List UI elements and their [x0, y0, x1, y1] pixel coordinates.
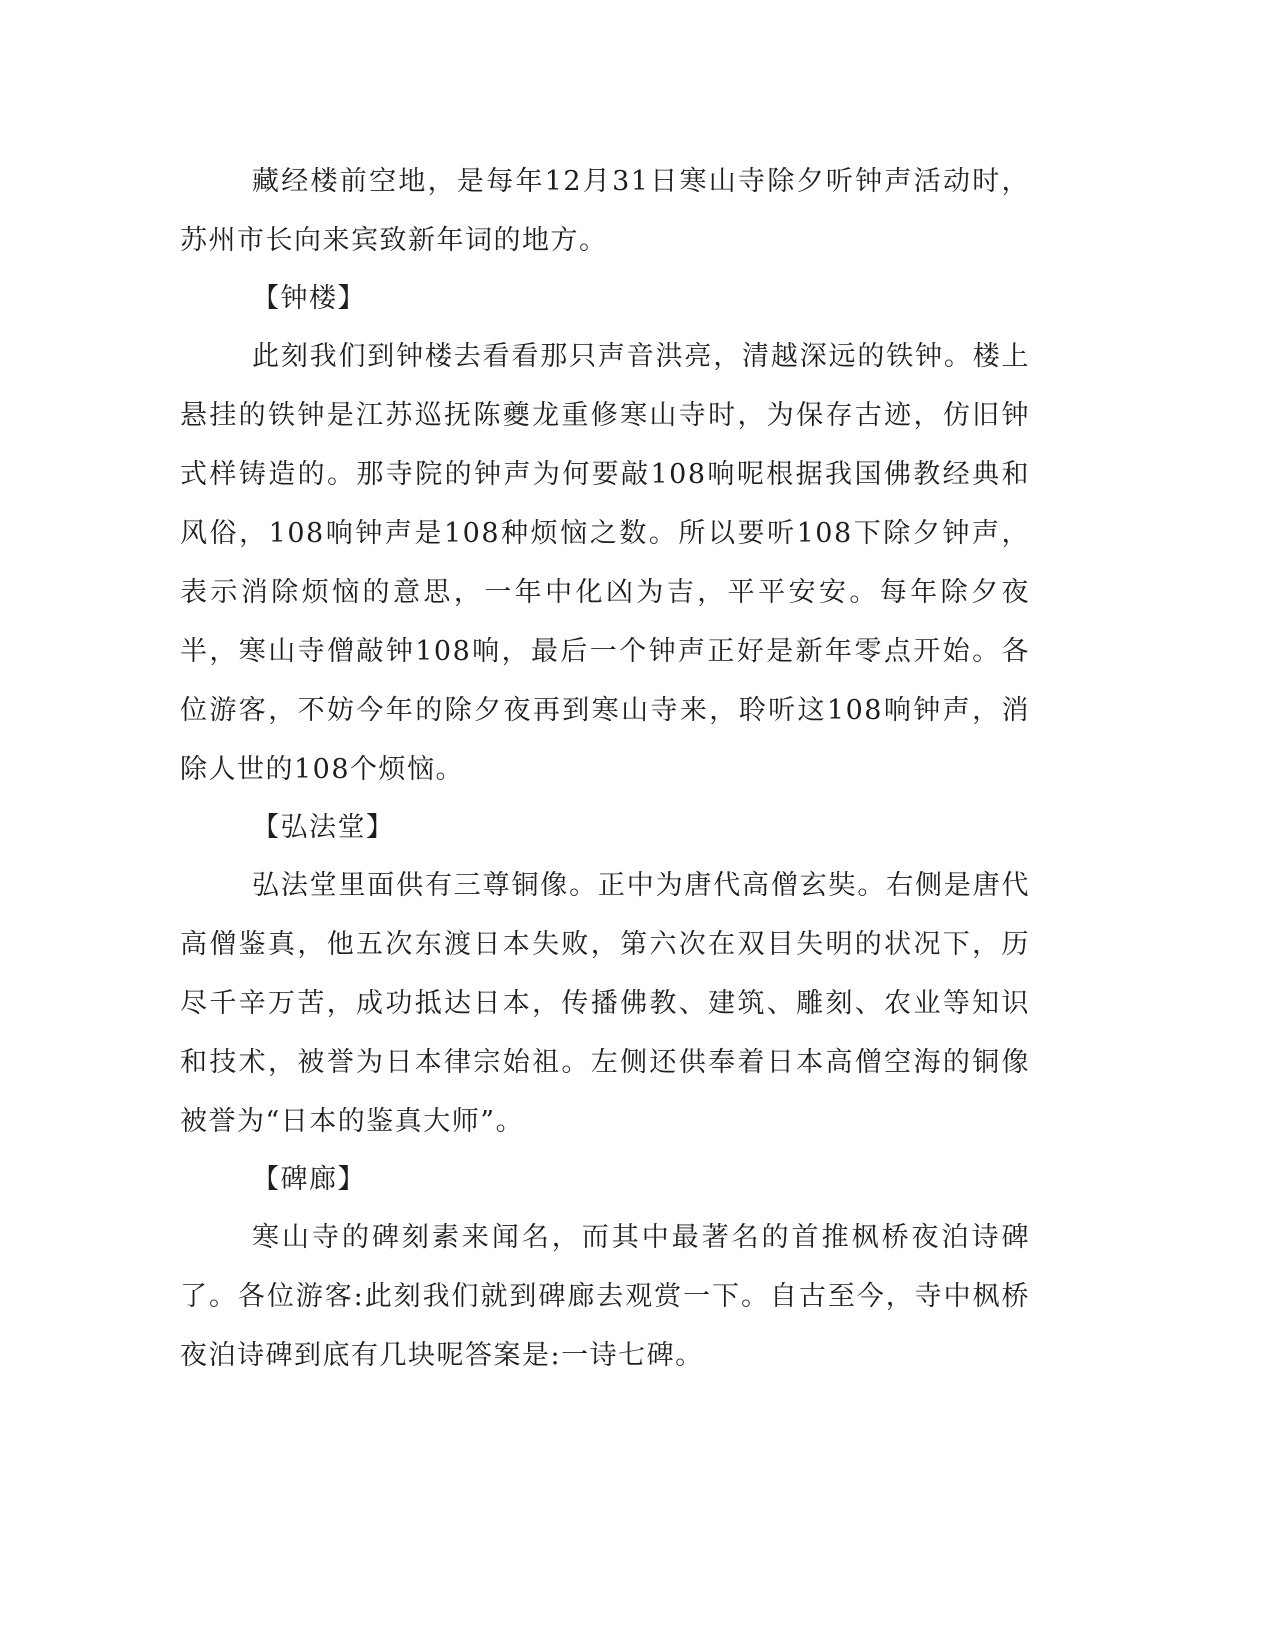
paragraph-stele-corridor — [180, 1208, 1030, 1385]
heading-stele-corridor — [180, 1150, 1030, 1209]
paragraph-text: 寒山寺的碑刻素来闻名，而其中最著名的首推枫桥夜泊诗碑了。各位游客:此刻我们就到碑廊去观赏一下。自古至今，寺中枫桥夜泊诗碑到底有几块呢答案是:一诗七碑。 — [180, 1222, 1030, 1371]
paragraph-bell-tower — [180, 327, 1030, 799]
paragraph-text: 此刻我们到钟楼去看看那只声音洪亮，清越深远的铁钟。楼上悬挂的铁钟是江苏巡抚陈夔龙重修寒山寺时，为保存古迹，仿旧钟式样铸造的。那寺院的钟声为何要敲108响呢根据我国佛教经典和风俗，108响钟声是108种烦恼之数。所以要听108下除夕钟声，表示消除烦恼的意思，一年中化凶为吉，平平安安。每年除夕夜半，寒山寺僧敲钟108响，最后一个钟声正好是新年零点开始。各位游客，不妨今年的除夕夜再到寒山寺来，聆听这108响钟声，消除人世的108个烦恼。 — [180, 341, 1030, 785]
paragraph-text: 藏经楼前空地，是每年12月31日寒山寺除夕听钟声活动时，苏州市长向来宾致新年词的地方。 — [180, 166, 1030, 256]
paragraph-text: 弘法堂里面供有三尊铜像。正中为唐代高僧玄奘。右侧是唐代高僧鉴真，他五次东渡日本失败，第六次在双目失明的状况下，历尽千辛万苦，成功抵达日本，传播佛教、建筑、雕刻、农业等知识和技术，被誉为日本律宗始祖。左侧还供奉着日本高僧空海的铜像被誉为“日本的鉴真大师”。 — [180, 870, 1030, 1137]
heading-text: 【钟楼】 — [252, 283, 366, 314]
heading-text: 【碑廊】 — [252, 1164, 366, 1195]
heading-text: 【弘法堂】 — [252, 812, 395, 843]
heading-bell-tower — [180, 269, 1030, 328]
heading-hongfa-hall — [180, 798, 1030, 857]
paragraph-new-year-speech — [180, 152, 1030, 270]
paragraph-hongfa-hall — [180, 856, 1030, 1151]
